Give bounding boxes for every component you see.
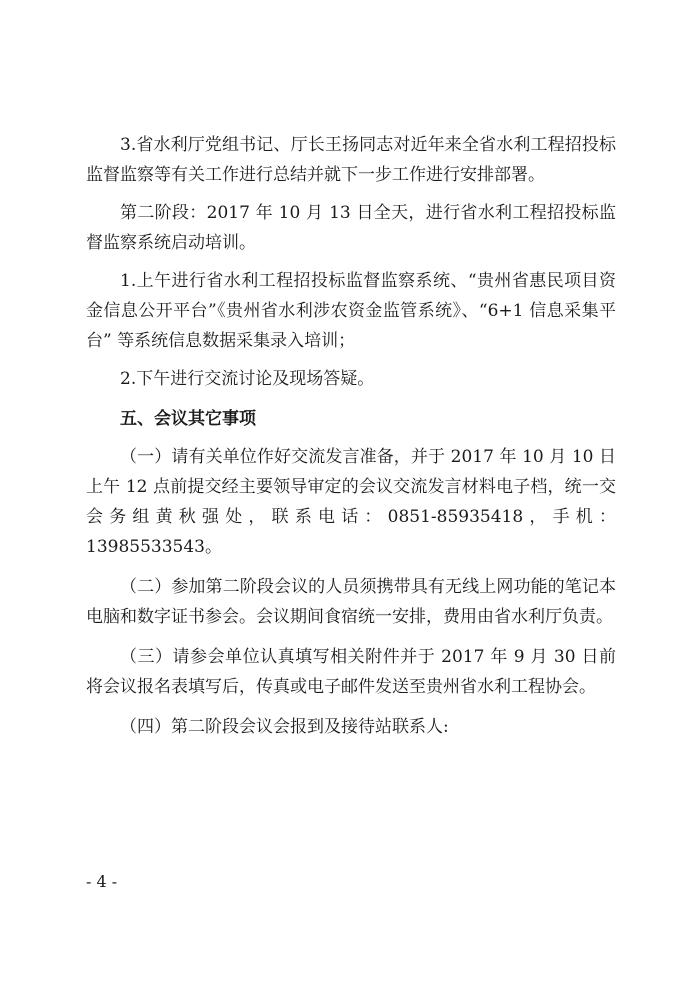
paragraph-summary-report: 3.省水利厅党组书记、厅长王扬同志对近年来全省水利工程招投标监督监察等有关工作进行总结并就下一步工作进行安排部署。 <box>86 135 616 185</box>
item-laptop-requirement: （二）参加第二阶段会议的人员须携带具有无线上网功能的笔记本电脑和数字证书参会。会议期间食宿统一安排，费用由省水利厅负责。 <box>86 577 616 627</box>
section-heading: 五、会议其它事项 <box>120 409 256 429</box>
item-reception-contact: （四）第二阶段会议会报到及接待站联系人: <box>120 717 449 737</box>
item-speech-preparation: （一）请有关单位作好交流发言准备，并于 2017 年 10 月 10 日上午 12 点前提交经主要领导审定的会议交流发言材料电子档，统一交会务组黄秋强处，联系电话：0851-85935418，手机：13985533543。 <box>86 447 616 557</box>
paragraph-morning-training: 1.上午进行省水利工程招投标监督监察系统、“贵州省惠民项目资金信息公开平台”《贵州省水利涉农资金监管系统》、“6+1 信息采集平台” 等系统信息数据采集录入培训； <box>86 271 616 351</box>
paragraph-second-stage: 第二阶段：2017 年 10 月 13 日全天，进行省水利工程招投标监督监察系统启动培训。 <box>86 203 616 253</box>
paragraph-afternoon-discussion: 2.下午进行交流讨论及现场答疑。 <box>120 369 375 389</box>
page-number: - 4 - <box>86 872 118 891</box>
item-registration-form: （三）请参会单位认真填写相关附件并于 2017 年 9 月 30 日前将会议报名表填写后，传真或电子邮件发送至贵州省水利工程协会。 <box>86 647 616 697</box>
document-body <box>86 130 616 742</box>
